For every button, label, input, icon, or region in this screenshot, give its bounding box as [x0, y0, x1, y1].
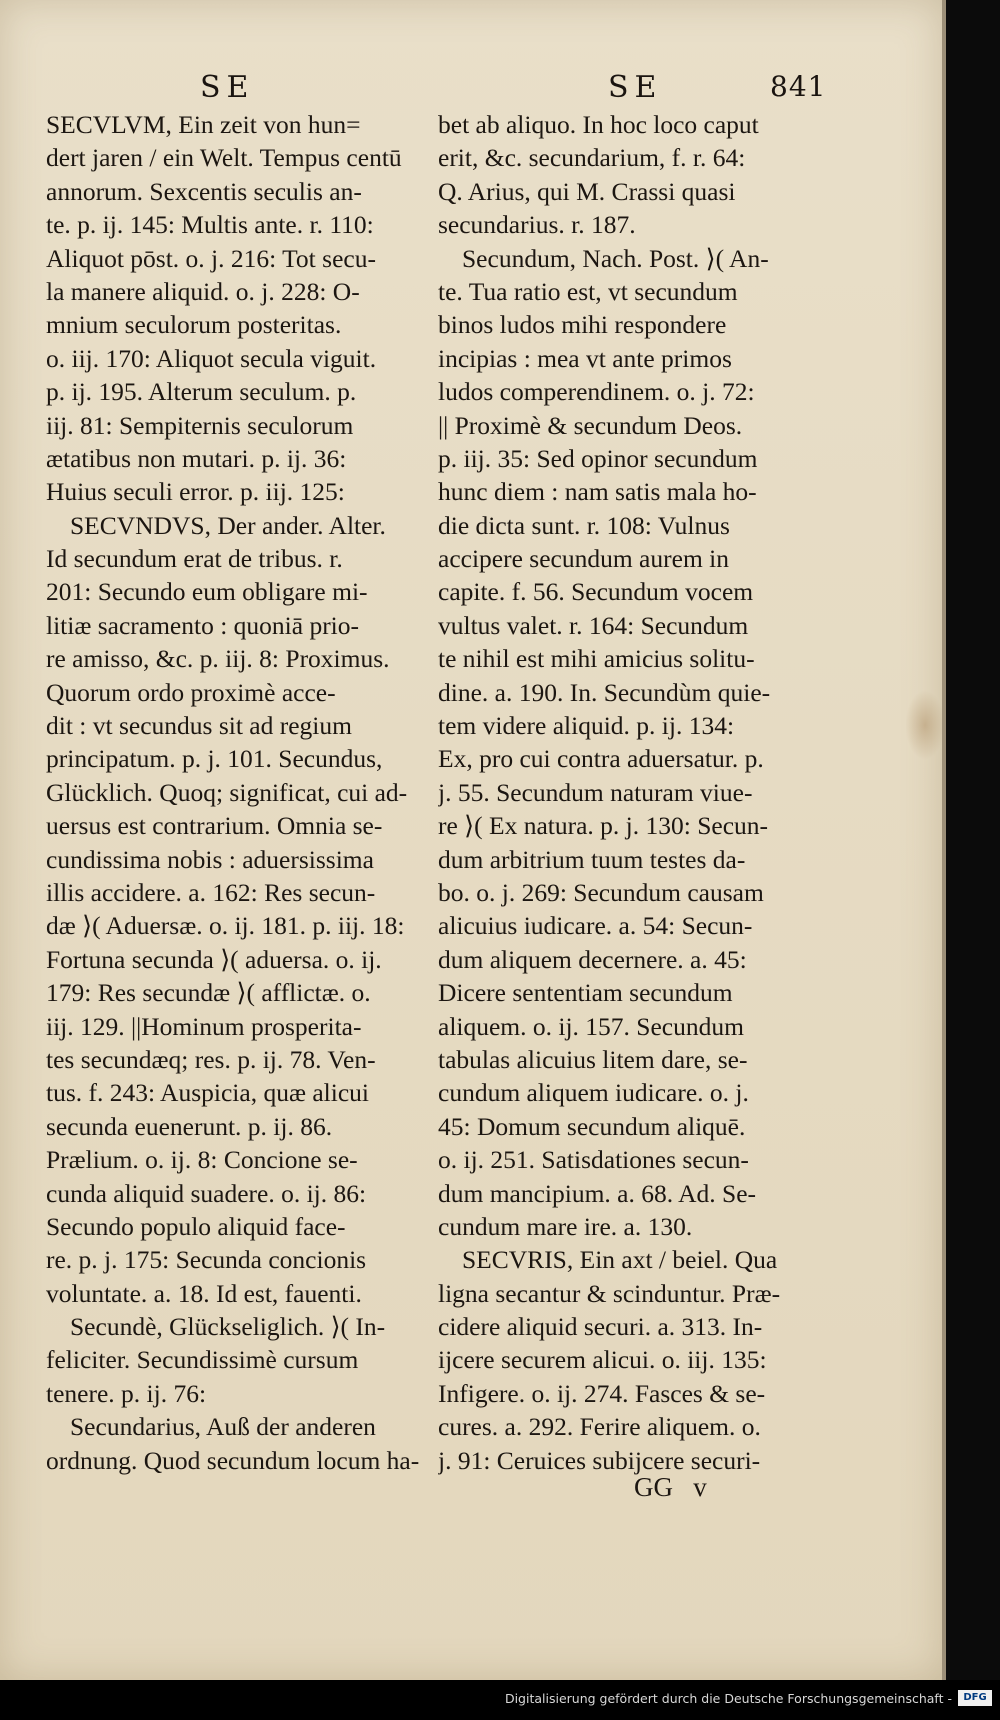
text-line: incipias : mea vt ante primos: [438, 343, 732, 373]
text-line: o. iij. 170: Aliquot secula viguit.: [46, 343, 377, 373]
text-line: erit, &c. secundarium, f. r. 64:: [438, 143, 746, 173]
text-line: Glücklich. Quoq; significat, cui ad-: [46, 777, 408, 807]
text-line: SECVLVM, Ein zeit von hun=: [46, 110, 361, 139]
running-head-right: SE: [608, 70, 663, 105]
catchword: GG v: [634, 1472, 707, 1502]
text-line: vultus valet. r. 164: Secundum: [438, 610, 749, 640]
text-line: ordnung. Quod secundum locum ha-: [46, 1445, 420, 1475]
footer-credit: Digitalisierung gefördert durch die Deutsche Forschungsgemeinschaft -: [504, 1691, 952, 1706]
running-head-left: SE: [200, 70, 255, 105]
text-line: j. 91: Ceruices subijcere securi-: [438, 1445, 761, 1475]
text-line: aliquem. o. ij. 157. Secundum: [438, 1011, 744, 1041]
text-line: alicuius iudicare. a. 54: Secun-: [438, 911, 753, 941]
text-line: Secundum, Nach. Post. ⟩( An-: [462, 243, 769, 273]
text-line: dine. a. 190. In. Secundùm quie-: [438, 677, 771, 707]
text-line: cunda aliquid suadere. o. ij. 86:: [46, 1178, 367, 1208]
text-line: bet ab aliquo. In hoc loco caput: [438, 110, 759, 139]
text-line: Secundè, Glückseliglich. ⟩( In-: [70, 1312, 386, 1342]
text-line: dum aliquem decernere. a. 45:: [438, 944, 747, 974]
text-line: tenere. p. ij. 76:: [46, 1378, 207, 1408]
text-line: 201: Secundo eum obligare mi-: [46, 577, 368, 607]
text-line: || Proximè & secundum Deos.: [438, 410, 743, 440]
text-line: p. ij. 195. Alterum seculum. p.: [46, 377, 357, 407]
text-line: dum mancipium. a. 68. Ad. Se-: [438, 1178, 757, 1208]
text-line: dert jaren / ein Welt. Tempus centū: [46, 143, 402, 173]
dfg-logo-icon: DFG: [958, 1690, 992, 1706]
text-line: accipere secundum aurem in: [438, 544, 729, 574]
right-text-column: [438, 108, 830, 1477]
text-line: dæ ⟩( Aduersæ. o. ij. 181. p. iij. 18:: [46, 911, 405, 941]
text-line: Id secundum erat de tribus. r.: [46, 544, 343, 574]
text-line: voluntate. a. 18. Id est, fauenti.: [46, 1278, 362, 1308]
text-line: re. p. j. 175: Secunda concionis: [46, 1245, 367, 1275]
text-line: iij. 81: Sempiternis seculorum: [46, 410, 354, 440]
text-line: cidere aliquid securi. a. 313. In-: [438, 1312, 763, 1342]
text-line: te. p. ij. 145: Multis ante. r. 110:: [46, 210, 374, 240]
text-line: Fortuna secunda ⟩( aduersa. o. ij.: [46, 944, 382, 974]
text-line: secundarius. r. 187.: [438, 210, 636, 240]
text-line: SECVRIS, Ein axt / beiel. Qua: [462, 1245, 778, 1275]
text-line: hunc diem : nam satis mala ho-: [438, 477, 757, 507]
text-line: cures. a. 292. Ferire aliquem. o.: [438, 1412, 761, 1442]
text-line: capite. f. 56. Secundum vocem: [438, 577, 754, 607]
text-line: Q. Arius, qui M. Crassi quasi: [438, 176, 736, 206]
text-line: litiæ sacramento : quoniā prio-: [46, 610, 360, 640]
text-line: la manere aliquid. o. j. 228: O-: [46, 276, 360, 306]
text-line: Ex, pro cui contra aduersatur. p.: [438, 744, 764, 774]
text-line: bo. o. j. 269: Secundum causam: [438, 877, 764, 907]
text-line: 45: Domum secundum aliquē.: [438, 1111, 746, 1141]
text-line: Aliquot pōst. o. j. 216: Tot secu-: [46, 243, 376, 273]
text-line: cundum mare ire. a. 130.: [438, 1211, 693, 1241]
page-number: 841: [770, 70, 827, 103]
text-line: o. ij. 251. Satisdationes secun-: [438, 1145, 749, 1175]
text-line: mnium seculorum posteritas.: [46, 310, 342, 340]
left-text-column: [46, 108, 438, 1477]
text-line: cundum aliquem iudicare. o. j.: [438, 1078, 749, 1108]
text-line: secunda euenerunt. p. ij. 86.: [46, 1111, 333, 1141]
text-line: 179: Res secundæ ⟩( afflictæ. o.: [46, 978, 371, 1008]
text-line: ætatibus non mutari. p. ij. 36:: [46, 443, 347, 473]
text-line: te nihil est mihi amicius solitu-: [438, 644, 755, 674]
text-line: ijcere securem alicui. o. iij. 135:: [438, 1345, 767, 1375]
text-line: Huius seculi error. p. iij. 125:: [46, 477, 345, 507]
text-line: p. iij. 35: Sed opinor secundum: [438, 443, 758, 473]
text-line: tes secundæq; res. p. ij. 78. Ven-: [46, 1044, 376, 1074]
text-line: dum arbitrium tuum testes da-: [438, 844, 746, 874]
text-line: cundissima nobis : aduersissima: [46, 844, 374, 874]
text-line: annorum. Sexcentis seculis an-: [46, 176, 362, 206]
text-line: Secundarius, Auß der anderen: [70, 1412, 376, 1442]
text-line: uersus est contrarium. Omnia se-: [46, 811, 383, 841]
text-line: iij. 129. ||Hominum prosperita-: [46, 1011, 362, 1041]
text-line: te. Tua ratio est, vt secundum: [438, 276, 738, 306]
page-edge: [942, 0, 946, 1680]
text-line: re amisso, &c. p. iij. 8: Proximus.: [46, 644, 390, 674]
text-line: tabulas alicuius litem dare, se-: [438, 1044, 748, 1074]
text-line: feliciter. Secundissimè cursum: [46, 1345, 359, 1375]
text-line: illis accidere. a. 162: Res secun-: [46, 877, 376, 907]
text-line: ludos comperendinem. o. j. 72:: [438, 377, 755, 407]
text-line: ligna secantur & scinduntur. Præ-: [438, 1278, 781, 1308]
text-line: tem videre aliquid. p. ij. 134:: [438, 711, 735, 741]
footer-bar: [0, 1680, 1000, 1720]
text-line: Secundo populo aliquid face-: [46, 1211, 346, 1241]
text-line: binos ludos mihi respondere: [438, 310, 727, 340]
text-line: Dicere sententiam secundum: [438, 978, 733, 1008]
text-line: Infigere. o. ij. 274. Fasces & se-: [438, 1378, 766, 1408]
text-line: Prælium. o. ij. 8: Concione se-: [46, 1145, 358, 1175]
text-line: SECVNDVS, Der ander. Alter.: [70, 510, 386, 540]
text-line: Quorum ordo proximè acce-: [46, 677, 336, 707]
text-line: die dicta sunt. r. 108: Vulnus: [438, 510, 730, 540]
text-line: dit : vt secundus sit ad regium: [46, 711, 352, 741]
text-line: re ⟩( Ex natura. p. j. 130: Secun-: [438, 811, 769, 841]
text-line: tus. f. 243: Auspicia, quæ alicui: [46, 1078, 369, 1108]
text-line: principatum. p. j. 101. Secundus,: [46, 744, 383, 774]
text-line: j. 55. Secundum naturam viue-: [438, 777, 753, 807]
